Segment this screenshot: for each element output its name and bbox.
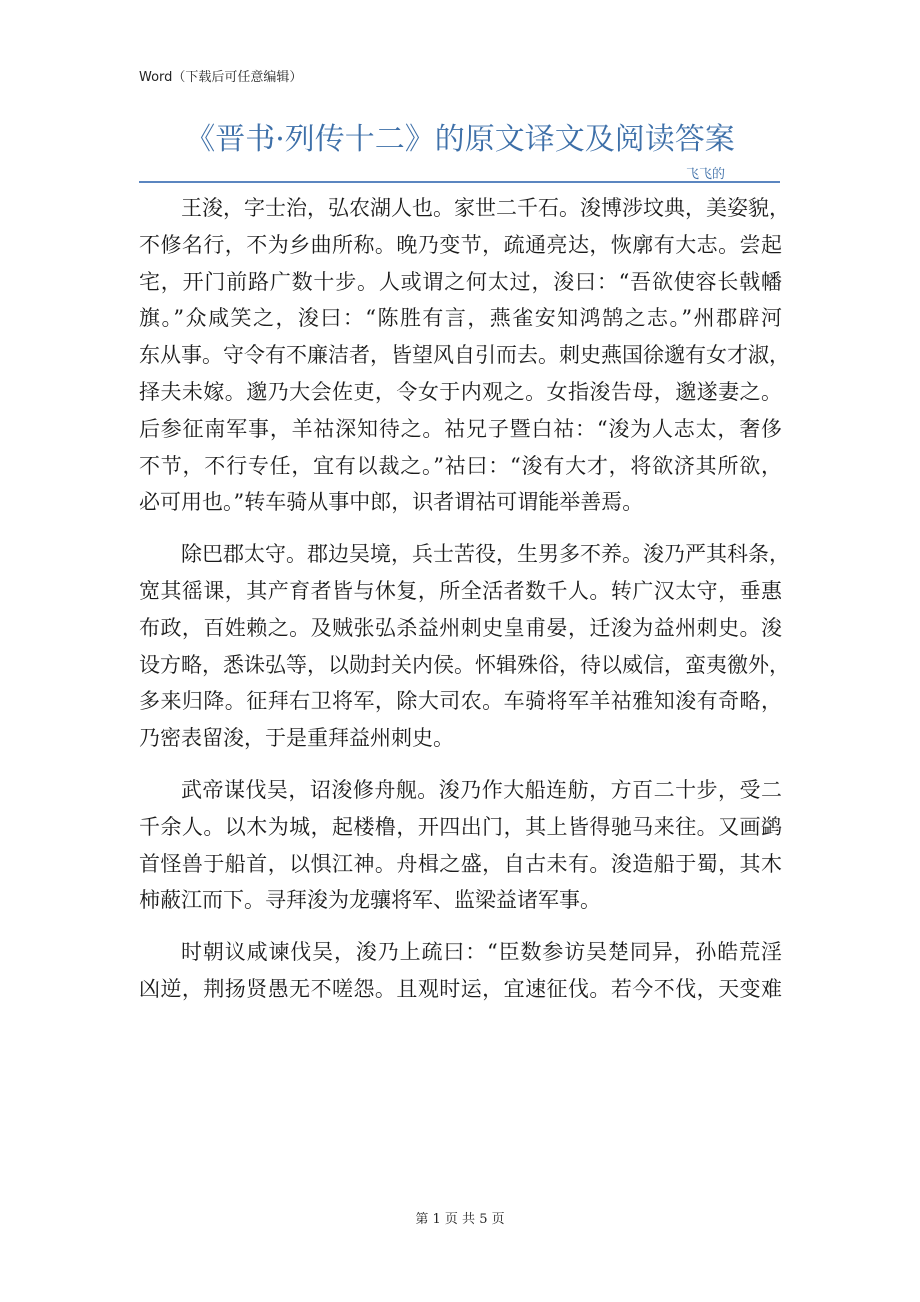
text-line: 宅，开门前路广数十步。人或谓之何太过，浚曰：“吾欲使容长戟幡: [139, 269, 782, 294]
text-line: 择夫未嫁。邈乃大会佐吏，令女于内观之。女指浚告母，邈遂妻之。: [139, 379, 782, 404]
text-line: 不修名行，不为乡曲所称。晚乃变节，疏通亮达，恢廓有大志。尝起: [139, 232, 782, 257]
text-line: 时朝议咸谏伐吴，浚乃上疏曰：“臣数参访吴楚同异，孙皓荒淫: [181, 940, 782, 965]
text-line: 东从事。守令有不廉洁者，皆望风自引而去。刺史燕国徐邈有女才淑，: [139, 343, 790, 368]
text-line: 必可用也。”转车骑从事中郎，识者谓祜可谓能举善焉。: [139, 490, 644, 515]
text-line: 旗。”众咸笑之，浚曰：“陈胜有言，燕雀安知鸿鹄之志。”州郡辟河: [139, 306, 782, 331]
text-line: 王浚，字士治，弘农湖人也。家世二千石。浚博涉坟典，美姿貌，: [181, 196, 790, 220]
document-title: 《晋书·列传十二》的原文译文及阅读答案: [185, 122, 735, 157]
text-line: 不节，不行专任，宜有以裁之。”祜曰：“浚有大才，将欲济其所欲，: [139, 453, 782, 478]
text-line: 乃密表留浚，于是重拜益州刺史。: [139, 726, 454, 751]
text-line: 武帝谋伐吴，诏浚修舟舰。浚乃作大船连舫，方百二十步，受二: [181, 777, 782, 802]
text-line: 凶逆，荆扬贤愚无不嗟怨。且观时运，宜速征伐。若今不伐，天变难: [139, 976, 782, 1001]
text-line: 除巴郡太守。郡边吴境，兵士苦役，生男多不养。浚乃严其科条，: [181, 542, 790, 567]
text-line: 千余人。以木为城，起楼橹，开四出门，其上皆得驰马来往。又画鹢: [139, 814, 782, 839]
document-body: [139, 190, 790, 1023]
paragraph-3: [139, 772, 782, 919]
paragraph-4: [139, 934, 782, 1008]
author-name: 飞飞的: [686, 167, 726, 182]
text-line: 布政，百姓赖之。及贼张弘杀益州刺史皇甫晏，迁浚为益州刺史。浚: [139, 615, 782, 640]
text-line: 后参征南军事，羊祜深知待之。祜兄子暨白祜：“浚为人志太，奢侈: [139, 416, 782, 441]
text-line: 柿蔽江而下。寻拜浚为龙骧将军、监梁益诸军事。: [139, 888, 601, 913]
title-divider: [139, 181, 780, 183]
page-number-footer: 第 1 页 共 5 页: [415, 1212, 505, 1227]
paragraph-1: [139, 190, 790, 521]
text-line: 多来归降。征拜右卫将军，除大司农。车骑将军羊祜雅知浚有奇略，: [139, 689, 782, 714]
text-line: 设方略，悉诛弘等，以勋封关内侯。怀辑殊俗，待以威信，蛮夷徼外，: [139, 652, 790, 677]
header-note: Word（下载后可任意编辑）: [139, 70, 303, 85]
paragraph-2: [139, 536, 790, 757]
text-line: 宽其徭课，其产育者皆与休复，所全活者数千人。转广汉太守，垂惠: [139, 578, 782, 603]
text-line: 首怪兽于船首，以惧江神。舟楫之盛，自古未有。浚造船于蜀，其木: [139, 851, 782, 876]
